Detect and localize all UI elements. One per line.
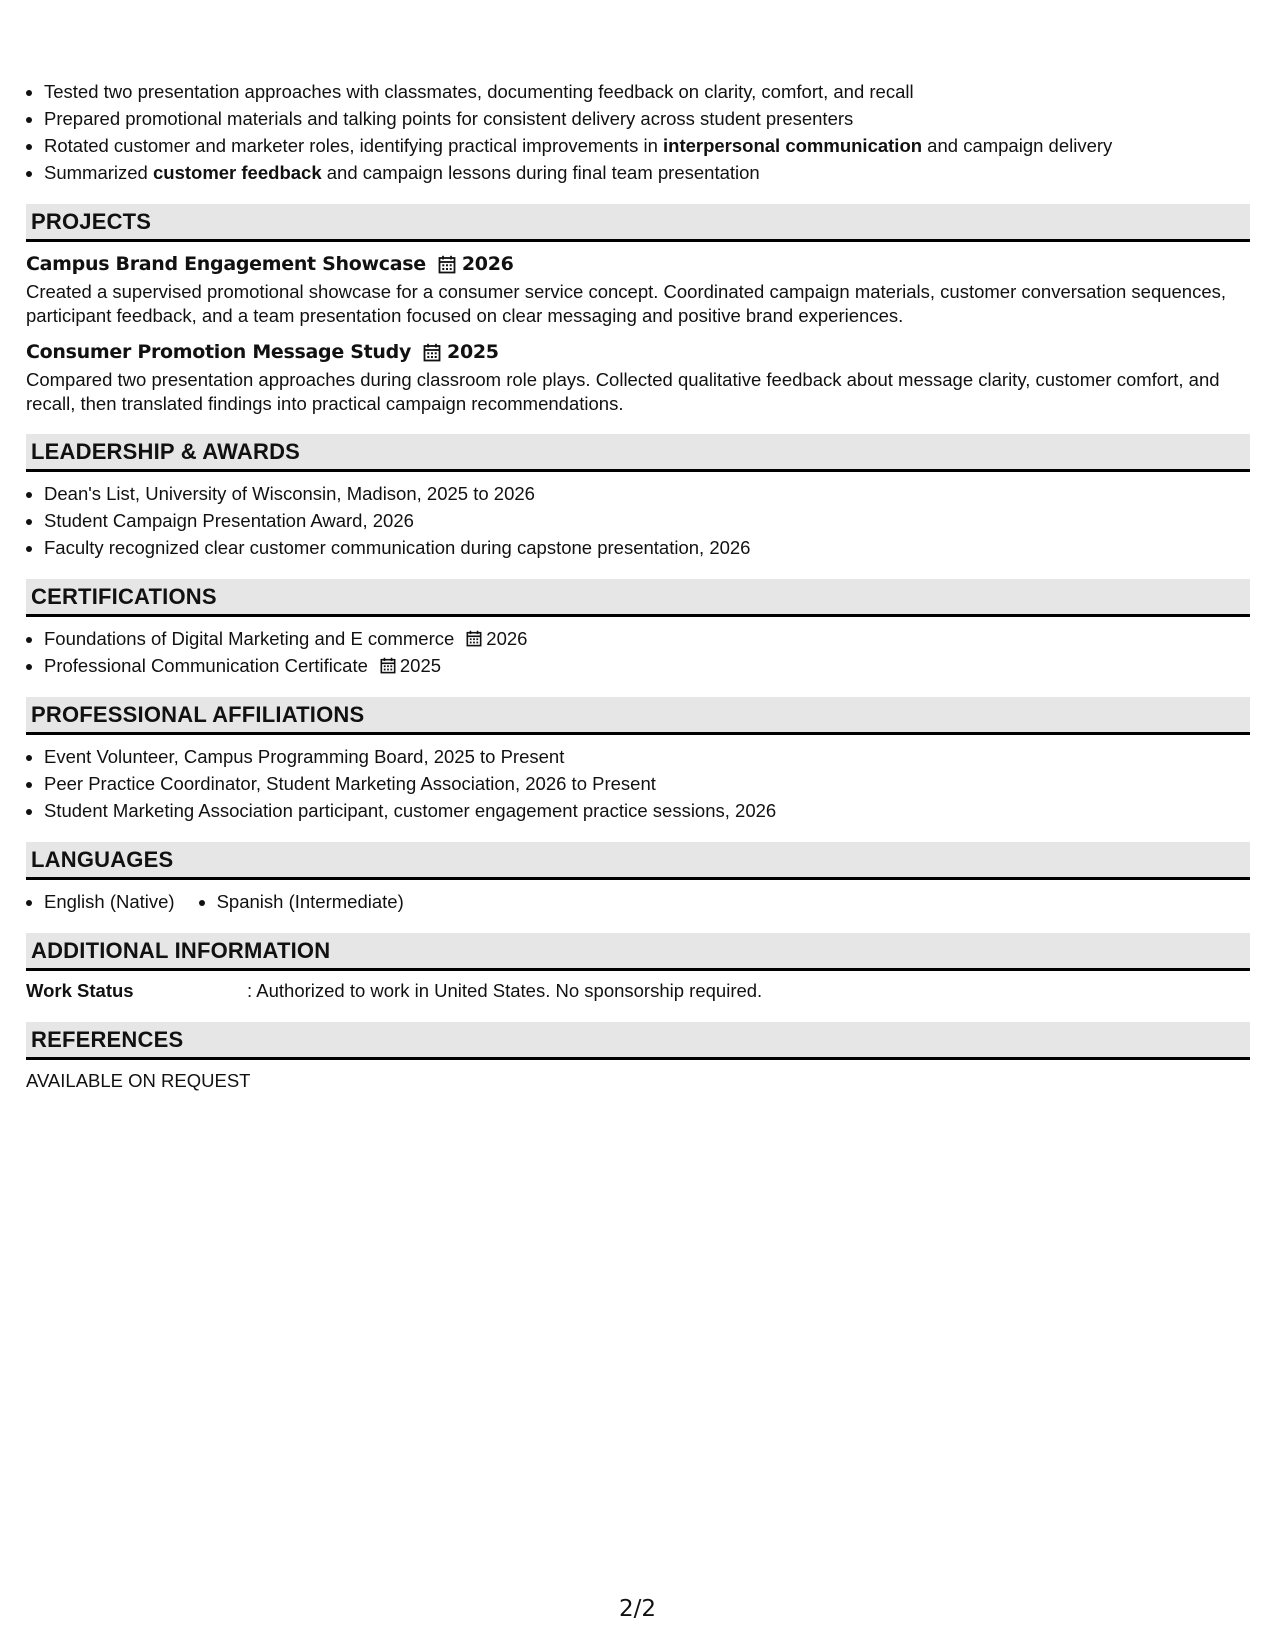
projects-list <box>26 250 1250 416</box>
project-description: Created a supervised promotional showcase for a consumer service concept. Coordinated campaign materials, customer conversation sequences, participant feedback, and a team presentation focused on clear messaging and positive brand experiences. <box>26 281 1227 326</box>
certifications-heading: CERTIFICATIONS <box>26 579 1250 617</box>
additional-info-heading: ADDITIONAL INFORMATION <box>26 933 1250 971</box>
list-item: • Peer Practice Coordinator, Student Marketing Association, 2026 to Present <box>44 770 1250 797</box>
project-title-row <box>26 250 1250 278</box>
languages-list <box>26 888 1250 915</box>
calendar-icon <box>380 657 396 674</box>
experience-bullet <box>44 132 1250 159</box>
bullet-text: and campaign delivery <box>922 135 1113 156</box>
list-item: • Student Marketing Association participant, customer engagement practice sessions, 2026 <box>44 797 1250 824</box>
leadership-heading: LEADERSHIP & AWARDS <box>26 434 1250 472</box>
resume-page <box>26 78 1250 1094</box>
calendar-icon <box>466 630 482 647</box>
certifications-list <box>26 625 1250 679</box>
bold-keyword: customer feedback <box>152 162 322 183</box>
bold-keyword: interpersonal communication <box>663 135 923 156</box>
project-title: Consumer Promotion Message Study <box>26 341 412 363</box>
bullet-text: and campaign lessons during final team presentation <box>321 162 760 183</box>
certification-year: 2025 <box>399 655 442 676</box>
project-item <box>26 338 1250 416</box>
references-heading: REFERENCES <box>26 1022 1250 1060</box>
languages-heading: LANGUAGES <box>26 842 1250 880</box>
list-item: • Spanish (Intermediate) <box>217 888 404 915</box>
list-item: • Event Volunteer, Campus Programming Board, 2025 to Present <box>44 743 1250 770</box>
leadership-list <box>26 480 1250 561</box>
project-item <box>26 250 1250 328</box>
calendar-icon <box>438 255 456 274</box>
page-number: 2/2 <box>618 1596 656 1622</box>
project-description: Compared two presentation approaches during classroom role plays. Collected qualitative feedback about message clarity, customer comfort, and recall, then translated findings into practical campaign recommendations. <box>26 369 1220 414</box>
experience-bullet-list <box>26 78 1250 186</box>
affiliations-heading: PROFESSIONAL AFFILIATIONS <box>26 697 1250 735</box>
list-item <box>44 625 1250 652</box>
list-item: • Dean's List, University of Wisconsin, Madison, 2025 to 2026 <box>44 480 1250 507</box>
project-year: 2025 <box>447 341 499 363</box>
certification-year: 2026 <box>486 628 528 649</box>
list-item <box>44 652 1250 679</box>
experience-bullet <box>44 159 1250 186</box>
bullet-text: Summarized <box>44 162 153 183</box>
project-title: Campus Brand Engagement Showcase <box>26 253 426 275</box>
list-item: • English (Native) <box>44 888 175 915</box>
work-status-value: : Authorized to work in United States. No sponsorship required. <box>247 980 763 1001</box>
project-title-row <box>26 338 1250 366</box>
bullet-text: Prepared promotional materials and talking points for consistent delivery across student presenters <box>44 108 854 129</box>
certification-name: • Foundations of Digital Marketing and E commerce <box>44 628 455 649</box>
work-status-row <box>26 978 1250 1004</box>
bullet-text: Rotated customer and marketer roles, identifying practical improvements in <box>44 135 663 156</box>
experience-bullet <box>44 78 1250 105</box>
projects-heading: PROJECTS <box>26 204 1250 242</box>
list-item: • Student Campaign Presentation Award, 2026 <box>44 507 1250 534</box>
affiliations-list <box>26 743 1250 824</box>
list-item: • Faculty recognized clear customer communication during capstone presentation, 2026 <box>44 534 1250 561</box>
bullet-text: Tested two presentation approaches with classmates, documenting feedback on clarity, comfort, and recall <box>44 81 914 102</box>
references-text: AVAILABLE ON REQUEST <box>26 1070 251 1091</box>
work-status-label: Work Status <box>26 980 134 1001</box>
project-year: 2026 <box>461 253 514 275</box>
certification-name: • Professional Communication Certificate <box>44 655 368 676</box>
calendar-icon <box>423 343 441 362</box>
experience-bullet <box>44 105 1250 132</box>
